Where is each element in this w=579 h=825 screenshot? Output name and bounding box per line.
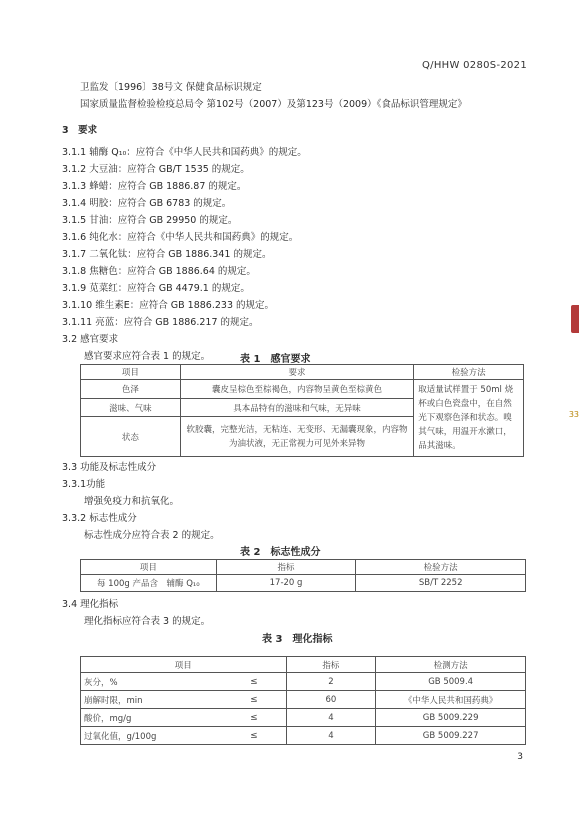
raw-material-item: 3.1.1 辅酶 Q₁₀：应符合《中华人民共和国药典》的规定。: [62, 147, 307, 158]
page-edge-mark: [571, 305, 579, 333]
table-header-cell: 项目: [81, 657, 287, 673]
table-cell: 《中华人民共和国药典》: [376, 691, 526, 709]
raw-material-item: 3.1.8 焦糖色：应符合 GB 1886.64 的规定。: [62, 266, 256, 277]
table-cell: 滋味、气味: [81, 398, 181, 417]
raw-material-item: 3.1.10 维生素E：应符合 GB 1886.233 的规定。: [62, 300, 275, 311]
table-header-cell: 项目: [81, 560, 217, 575]
le-symbol: ≤: [222, 673, 286, 691]
table-header-row: [81, 365, 524, 380]
raw-material-item: 3.1.2 大豆油：应符合 GB/T 1535 的规定。: [62, 164, 250, 175]
table-title: 表 2 标志性成分: [240, 547, 321, 558]
table-cell: 17-20 g: [216, 575, 356, 592]
table-cell: 60: [286, 691, 376, 709]
table-title: 表 1 感官要求: [240, 354, 311, 365]
subsection-heading: 3.3.2 标志性成分: [62, 513, 137, 524]
table-cell: 4: [286, 727, 376, 745]
page-number: 3: [517, 752, 523, 762]
section-intro: 感官要求应符合表 1 的规定。: [84, 351, 211, 362]
section-heading: 3.2 感官要求: [62, 334, 119, 345]
table-header-row: [81, 657, 526, 673]
page-edge-number: 33: [568, 410, 579, 419]
table-cell: 4: [286, 709, 376, 727]
table-cell: 崩解时限，min: [81, 691, 223, 709]
table-cell: 状态: [81, 417, 181, 457]
section-text: 增强免疫力和抗氧化。: [84, 496, 180, 507]
le-symbol: ≤: [222, 691, 286, 709]
sensory-table: [80, 364, 524, 457]
table-row: [81, 709, 526, 727]
raw-material-item: 3.1.6 纯化水：应符合《中华人民共和国药典》的规定。: [62, 232, 299, 243]
physchem-table: [80, 656, 526, 745]
raw-material-item: 3.1.9 苋菜红：应符合 GB 4479.1 的规定。: [62, 283, 250, 294]
reference-line: 卫监发〔1996〕38号文 保健食品标识规定: [80, 82, 262, 93]
raw-material-item: 3.1.11 亮蓝：应符合 GB 1886.217 的规定。: [62, 317, 259, 328]
le-symbol: ≤: [222, 727, 286, 745]
table-header-cell: 检测方法: [376, 657, 526, 673]
table-cell: 色泽: [81, 380, 181, 399]
table-row: [81, 380, 524, 399]
table-cell: GB 5009.227: [376, 727, 526, 745]
table-cell: 取适量试样置于 50ml 烧杯或白色瓷盘中，在自然光下观察色泽和状态。嗅其气味，用温开水漱口，品其滋味。: [414, 380, 524, 457]
section-title: 3 要求: [62, 125, 98, 136]
subsection-heading: 3.3.1功能: [62, 479, 106, 490]
table-cell: 灰分，%: [81, 673, 223, 691]
table-header-cell: 要求: [180, 365, 413, 380]
table-header-row: [81, 560, 526, 575]
raw-material-item: 3.1.7 二氧化钛：应符合 GB 1886.341 的规定。: [62, 249, 272, 260]
section-intro: 理化指标应符合表 3 的规定。: [84, 616, 211, 627]
reference-line: 国家质量监督检验检疫总局令 第102号（2007）及第123号（2009）《食品标识管理规定》: [80, 99, 467, 110]
table-row: [81, 575, 526, 592]
table-cell: 囊皮呈棕色至棕褐色，内容物呈黄色至棕黄色: [180, 380, 413, 399]
table-cell: GB 5009.229: [376, 709, 526, 727]
table-cell: 软胶囊，完整光洁，无粘连、无变形、无漏囊现象，内容物为油状液，无正常视力可见外来异物: [180, 417, 413, 457]
marker-table: [80, 559, 526, 592]
raw-material-item: 3.1.5 甘油：应符合 GB 29950 的规定。: [62, 215, 238, 226]
standard-number: Q/HHW 0280S-2021: [422, 60, 527, 71]
section-text: 标志性成分应符合表 2 的规定。: [84, 530, 220, 541]
table-cell: SB/T 2252: [356, 575, 526, 592]
table-title: 表 3 理化指标: [262, 634, 333, 645]
table-cell: 酸价，mg/g: [81, 709, 223, 727]
table-cell: 具本品特有的滋味和气味，无异味: [180, 398, 413, 417]
table-cell: GB 5009.4: [376, 673, 526, 691]
table-header-cell: 指标: [216, 560, 356, 575]
table-row: [81, 727, 526, 745]
le-symbol: ≤: [222, 709, 286, 727]
table-row: [81, 691, 526, 709]
table-header-cell: 指标: [286, 657, 376, 673]
table-cell: 2: [286, 673, 376, 691]
table-header-cell: 检验方法: [356, 560, 526, 575]
raw-material-item: 3.1.3 蜂蜡：应符合 GB 1886.87 的规定。: [62, 181, 247, 192]
table-header-cell: 检验方法: [414, 365, 524, 380]
table-header-cell: 项目: [81, 365, 181, 380]
section-heading: 3.3 功能及标志性成分: [62, 462, 157, 473]
raw-material-item: 3.1.4 明胶：应符合 GB 6783 的规定。: [62, 198, 232, 209]
table-row: [81, 673, 526, 691]
table-cell: 每 100g 产品含 辅酶 Q₁₀: [81, 575, 217, 592]
table-cell: 过氧化值，g/100g: [81, 727, 223, 745]
section-heading: 3.4 理化指标: [62, 599, 119, 610]
